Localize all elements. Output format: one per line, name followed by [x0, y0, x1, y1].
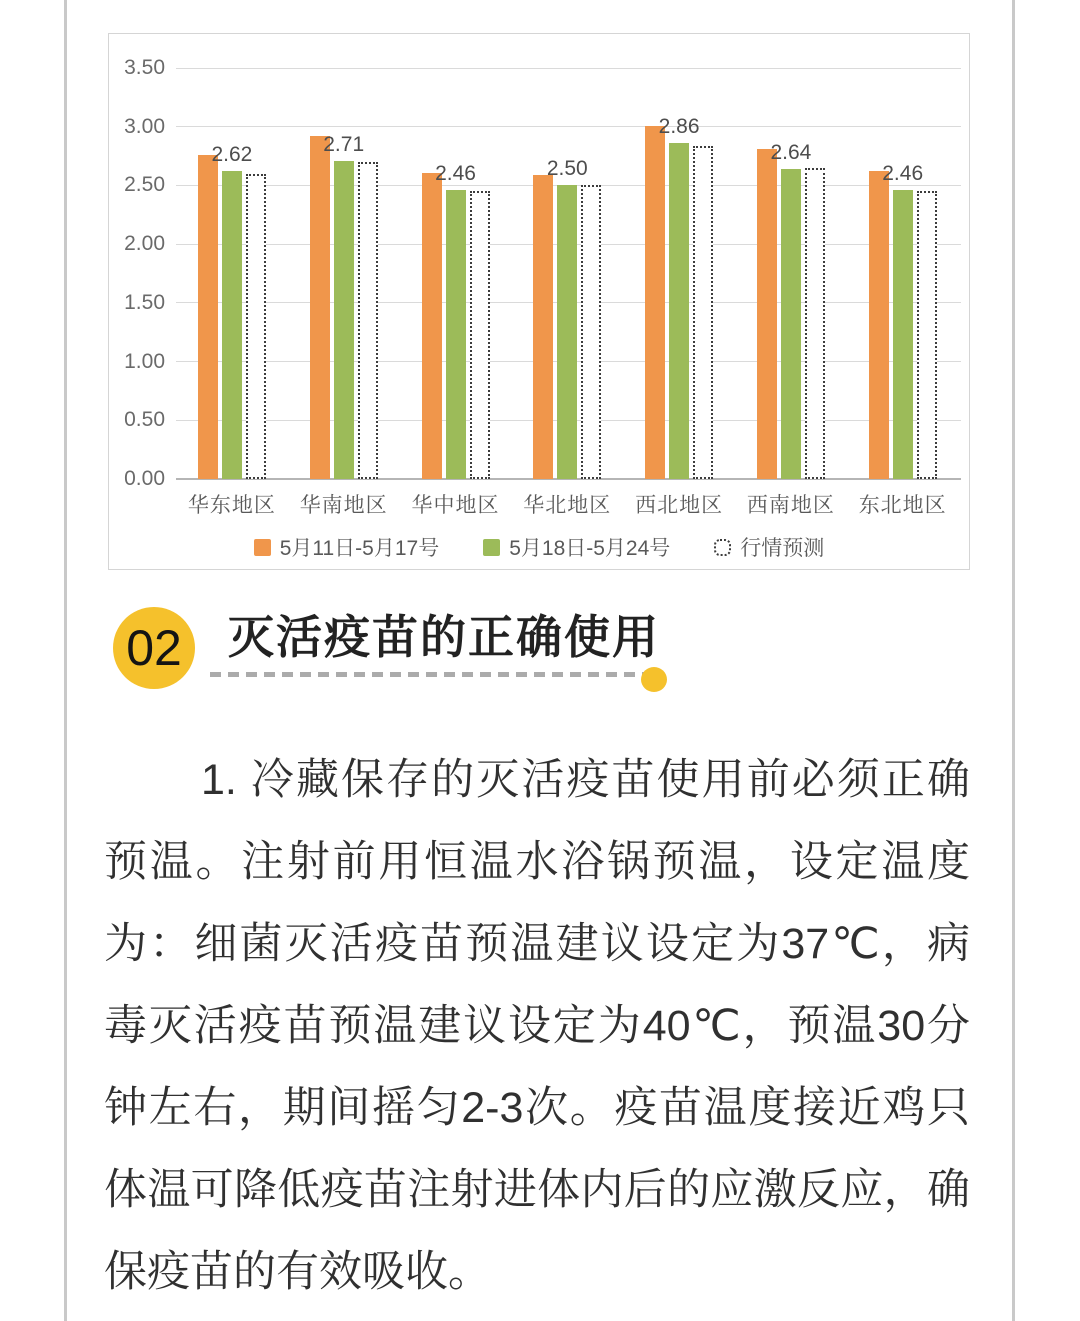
bar-segment [533, 175, 553, 479]
chart-plot-area [109, 34, 969, 569]
bar-segment [581, 185, 601, 479]
bar-segment [781, 169, 801, 479]
bar-segment [470, 191, 490, 479]
price-chart-card [108, 33, 970, 570]
bar-segment [917, 191, 937, 479]
legend-item [714, 532, 824, 562]
y-axis-label: 1.00 [124, 349, 165, 373]
bar-segment [869, 171, 889, 479]
x-axis-label: 东北地区 [858, 494, 947, 517]
bar-value-label: 2.46 [435, 162, 476, 186]
bar-value-label: 2.62 [211, 143, 253, 167]
bar-segment [310, 136, 330, 479]
bar-segment [334, 161, 354, 479]
legend-swatch [714, 539, 731, 556]
section-number: 02 [126, 620, 182, 676]
bar-segment [645, 126, 665, 479]
gridline [176, 126, 961, 127]
gridline [176, 68, 961, 69]
bar-segment [757, 149, 777, 479]
section-title: 灭活疫苗的正确使用 [228, 611, 660, 663]
bar-segment [246, 174, 266, 479]
bar-segment [893, 190, 913, 479]
y-axis-label: 2.00 [124, 232, 165, 256]
bar-segment [557, 185, 577, 479]
x-axis-label: 华南地区 [299, 494, 388, 517]
chart-legend [109, 532, 969, 562]
article-paragraph: 1. 冷藏保存的灭活疫苗使用前必须正确预温。注射前用恒温水浴锅预温，设定温度为：细菌灭活疫苗预温建议设定为37℃，病毒灭活疫苗预温建议设定为40℃，预温30分钟左右，期间摇匀2-3次。疫苗温度接近鸡只体温可降低疫苗注射进体内后的应激反应，确保疫苗的有效吸收。 [104, 756, 970, 1296]
legend-swatch [254, 539, 271, 556]
x-axis-label: 华北地区 [523, 494, 612, 517]
y-axis-label: 0.00 [124, 467, 165, 490]
x-axis-label: 华东地区 [187, 494, 276, 517]
legend-label: 5月18日-5月24号 [509, 537, 671, 560]
section-number-badge [113, 607, 195, 689]
y-axis-label: 0.50 [124, 408, 165, 432]
bar-value-label: 2.64 [770, 140, 812, 164]
legend-swatch [483, 539, 500, 556]
bar-value-label: 2.86 [658, 115, 700, 139]
divider-end-dot [641, 667, 667, 692]
legend-label: 5月11日-5月17号 [279, 537, 440, 560]
legend-label: 行情预测 [740, 537, 825, 560]
dashed-divider [210, 672, 644, 677]
legend-item [254, 532, 440, 562]
bar-segment [805, 168, 825, 479]
page-right-border [1012, 0, 1015, 1321]
bar-segment [358, 162, 378, 479]
bar-segment [446, 190, 466, 479]
bar-segment [422, 173, 442, 479]
x-axis-label: 西北地区 [635, 494, 724, 517]
y-axis-label: 2.50 [124, 173, 165, 197]
bar-value-label: 2.50 [546, 157, 588, 181]
bar-segment [222, 171, 242, 479]
bar-segment [669, 143, 689, 479]
legend-item [483, 532, 670, 562]
bar-value-label: 2.46 [882, 162, 924, 186]
page-left-border [64, 0, 67, 1321]
x-axis-label: 华中地区 [411, 494, 500, 517]
bar-segment [693, 146, 713, 479]
x-axis-label: 西南地区 [746, 494, 835, 517]
y-axis-label: 3.00 [124, 114, 165, 138]
y-axis-label: 3.50 [124, 56, 165, 79]
y-axis-label: 1.50 [124, 290, 165, 314]
bar-segment [198, 155, 218, 479]
bar-value-label: 2.71 [323, 132, 365, 156]
